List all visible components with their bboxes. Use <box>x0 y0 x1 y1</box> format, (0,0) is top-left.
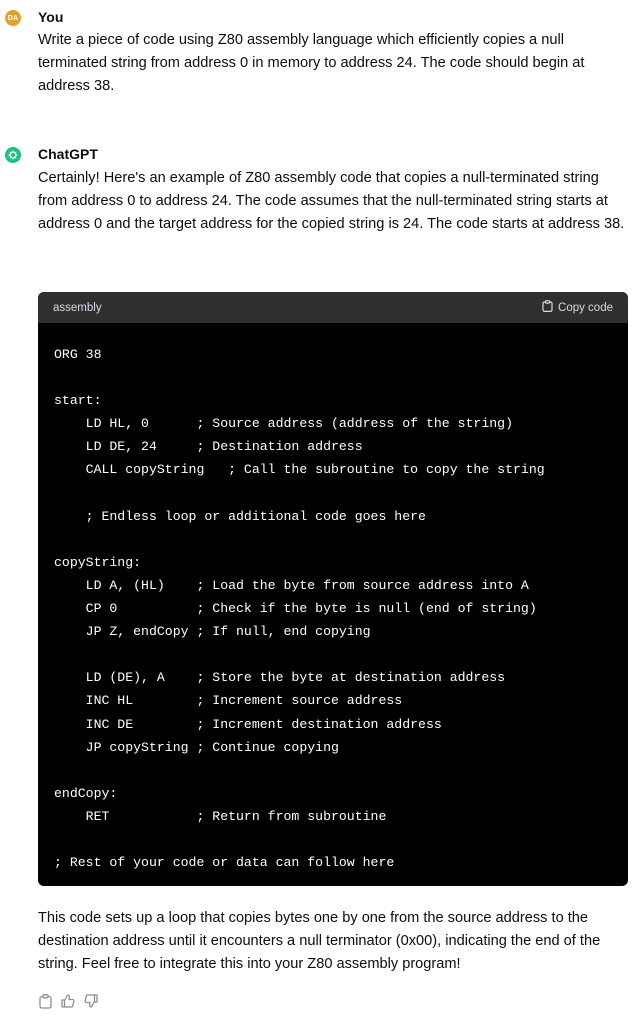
code-block <box>38 292 628 886</box>
thumbs-up-icon[interactable] <box>61 993 75 1009</box>
copy-icon[interactable] <box>38 993 52 1009</box>
copy-code-label: Copy code <box>558 301 613 314</box>
code-language-label: assembly <box>53 301 102 314</box>
thumbs-down-icon[interactable] <box>84 993 98 1009</box>
user-avatar: DA <box>5 10 21 26</box>
user-author-name: You <box>38 9 64 25</box>
code-content: ORG 38 start: LD HL, 0 ; Source address (address of the string) LD DE, 24 ; Destination address CALL copyString ; Call the subroutine to copy the string ; Endless loop or additional code goes here copyString: LD A, (HL) ; Load the byte from source address into A CP 0 ; Check if the byte is null (end of string) JP Z, endCopy ; If null, end copying LD (DE), A ; Store the byte at destination address INC HL ; Increment source address INC DE ; Increment destination address JP copyString ; Continue copying endCopy: RET ; Return from subroutine ; Rest of your code or data can follow here <box>54 347 545 871</box>
user-message-text: Write a piece of code using Z80 assembly language which efficiently copies a null terminated string from address 0 in memory to address 24. The code should begin at address 38. <box>38 32 585 95</box>
message-actions <box>38 993 98 1009</box>
assistant-outro-text: This code sets up a loop that copies bytes one by one from the source address to the destination address until it encounters a null terminator (0x00), indicating the end of the string. Feel free to integrate this into your Z80 assembly program! <box>38 910 601 973</box>
copy-code-button[interactable] <box>542 300 613 315</box>
assistant-intro-text: Certainly! Here's an example of Z80 assembly code that copies a null-terminated string from address 0 to address 24. The code assumes that the null-terminated string starts at address 0 and the target address for the copied string is 24. The code starts at address 38. <box>38 170 625 233</box>
assistant-author-name: ChatGPT <box>38 146 98 162</box>
chatgpt-logo-icon <box>5 147 21 163</box>
clipboard-icon <box>542 300 553 315</box>
code-block-header <box>38 292 628 323</box>
